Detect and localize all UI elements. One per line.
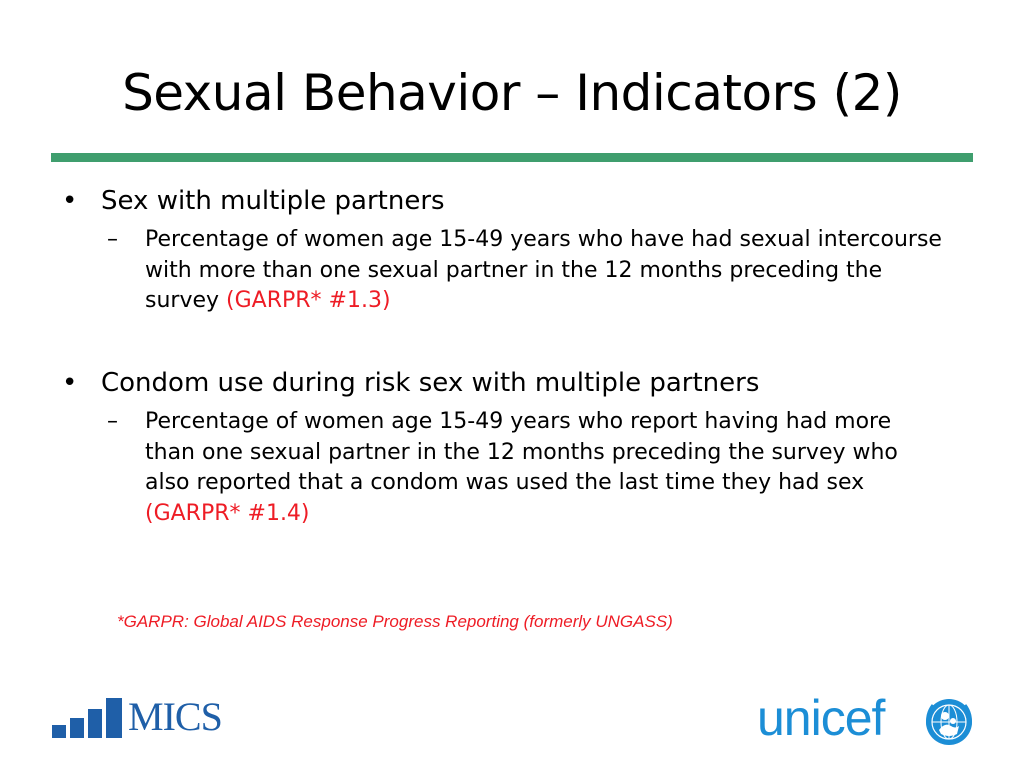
unicef-logo-text: unicef bbox=[757, 690, 885, 746]
mics-logo bbox=[52, 694, 252, 739]
sub-bullet-marker: – bbox=[107, 227, 118, 252]
bullet-text: Sex with multiple partners bbox=[101, 186, 445, 216]
indicator-reference: (GARPR* #1.4) bbox=[145, 500, 310, 526]
bullet-marker: • bbox=[62, 186, 78, 216]
slide-title: Sexual Behavior – Indicators (2) bbox=[122, 64, 902, 122]
indicator-reference: (GARPR* #1.3) bbox=[226, 288, 391, 313]
unicef-logo bbox=[757, 690, 979, 748]
bullet-item bbox=[62, 185, 945, 217]
bullet-condom-use bbox=[62, 367, 945, 529]
sub-bullet-text: Percentage of women age 15-49 years who report having had more than one sexual partner in the 12 months preceding the survey who also reported that a condom was used the last time they had sex bbox=[145, 409, 898, 495]
bullet-text: Condom use during risk sex with multiple partners bbox=[101, 368, 760, 398]
title-divider bbox=[51, 153, 973, 162]
bullet-marker: • bbox=[62, 368, 78, 398]
bullet-item bbox=[62, 367, 945, 399]
sub-bullet-item bbox=[107, 225, 945, 317]
bullet-multiple-partners bbox=[62, 185, 945, 317]
sub-bullet-text: Percentage of women age 15-49 years who have had sexual intercourse with more than one sexual partner in the 12 months preceding the survey bbox=[145, 227, 942, 313]
mics-bars-icon bbox=[52, 698, 124, 738]
sub-bullet-marker: – bbox=[107, 409, 118, 434]
footnote: *GARPR: Global AIDS Response Progress Reporting (formerly UNGASS) bbox=[117, 612, 673, 631]
unicef-emblem-icon bbox=[923, 696, 975, 748]
mics-logo-text: MICS bbox=[128, 694, 222, 739]
sub-bullet-item bbox=[107, 407, 945, 529]
